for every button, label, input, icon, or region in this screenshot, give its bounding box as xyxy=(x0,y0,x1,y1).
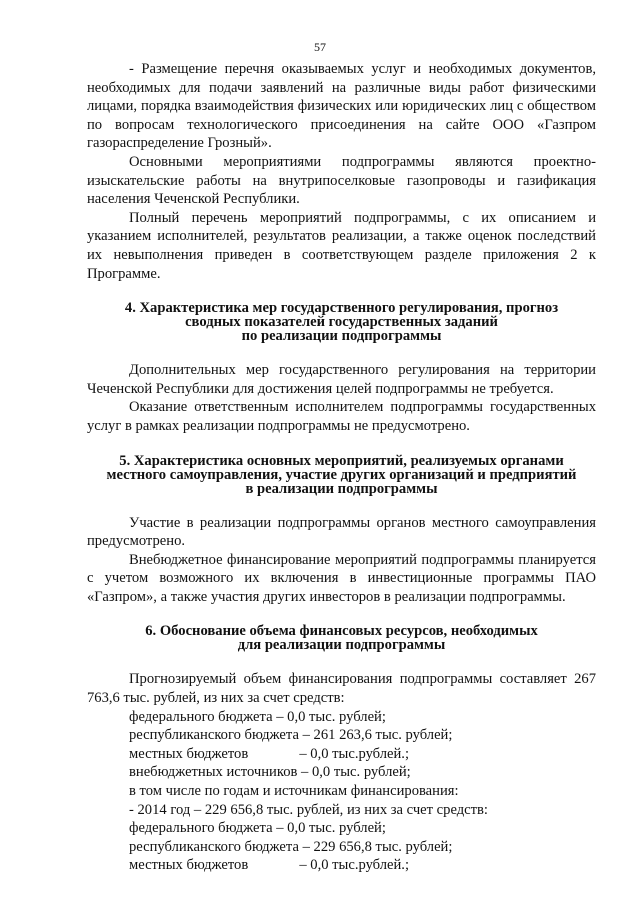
section-5-heading-line: 5. Характеристика основных мероприятий, реализуемых органами xyxy=(119,452,564,469)
section-5-paragraph-1: Участие в реализации подпрограммы органов местного самоуправления предусмотрено. xyxy=(87,514,596,550)
section-4-heading xyxy=(87,301,596,343)
funding-line: местных бюджетов – 0,0 тыс.рублей.; xyxy=(129,745,410,762)
intro-paragraph-1: - Размещение перечня оказываемых услуг и необходимых документов, необходимых для подачи заявлений на различные виды работ физическими лицами, порядка взаимодействия физических или юридических лиц с обществом по вопросам технологического присоединения на сайте ООО «Газпром газораспределение Грозный». xyxy=(87,61,596,152)
section-6-heading-line: для реализации подпрограммы xyxy=(237,637,446,654)
funding-line: в том числе по годам и источникам финансирования: xyxy=(129,783,459,800)
section-4-heading-line: сводных показателей государственных заданий xyxy=(185,314,498,331)
section-5-heading xyxy=(87,454,596,496)
section-5-heading-line: в реализации подпрограммы xyxy=(245,480,438,497)
page-content xyxy=(87,60,596,875)
funding-line: местных бюджетов – 0,0 тыс.рублей.; xyxy=(129,857,410,874)
section-6-heading xyxy=(87,624,596,652)
funding-line: федерального бюджета – 0,0 тыс. рублей; xyxy=(129,708,386,725)
section-4-heading-line: 4. Характеристика мер государственного регулирования, прогноз xyxy=(124,300,559,317)
section-6-heading-line: 6. Обоснование объема финансовых ресурсов, необходимых xyxy=(145,623,538,640)
page-number: 57 xyxy=(314,40,326,54)
intro-paragraph-3: Полный перечень мероприятий подпрограммы, с их описанием и указанием исполнителей, результатов реализации, а также оценок последствий их невыполнения приведен в соответствующем разделе приложения 2 к Программе. xyxy=(87,209,596,282)
section-5-heading-line: местного самоуправления, участие других организаций и предприятий xyxy=(106,466,577,483)
funding-line: республиканского бюджета – 229 656,8 тыс. рублей; xyxy=(129,838,453,855)
section-6-paragraph-1: Прогнозируемый объем финансирования подпрограммы составляет 267 763,6 тыс. рублей, из них за счет средств: xyxy=(87,671,596,707)
intro-paragraph-2: Основными мероприятиями подпрограммы являются проектно-изыскательские работы на внутрипоселковые газопроводы и газификация населения Чеченской Республики. xyxy=(87,153,596,208)
funding-line: внебюджетных источников – 0,0 тыс. рублей; xyxy=(129,764,411,781)
section-4-paragraph-2: Оказание ответственным исполнителем подпрограммы государственных услуг в рамках реализации подпрограммы не предусмотрено. xyxy=(87,399,596,434)
section-5-paragraph-2: Внебюджетное финансирование мероприятий подпрограммы планируется с учетом возможного их включения в инвестиционные программы ПАО «Газпром», а также участия других инвесторов в реализации подпрограммы. xyxy=(87,551,596,605)
funding-line: республиканского бюджета – 261 263,6 тыс. рублей; xyxy=(129,727,453,744)
section-4-paragraph-1: Дополнительных мер государственного регулирования на территории Чеченской Республики для достижения целей подпрограммы не требуется. xyxy=(87,362,596,397)
section-4-heading-line: по реализации подпрограммы xyxy=(241,328,442,345)
funding-line: федерального бюджета – 0,0 тыс. рублей; xyxy=(129,820,386,837)
funding-line: - 2014 год – 229 656,8 тыс. рублей, из них за счет средств: xyxy=(129,801,488,818)
